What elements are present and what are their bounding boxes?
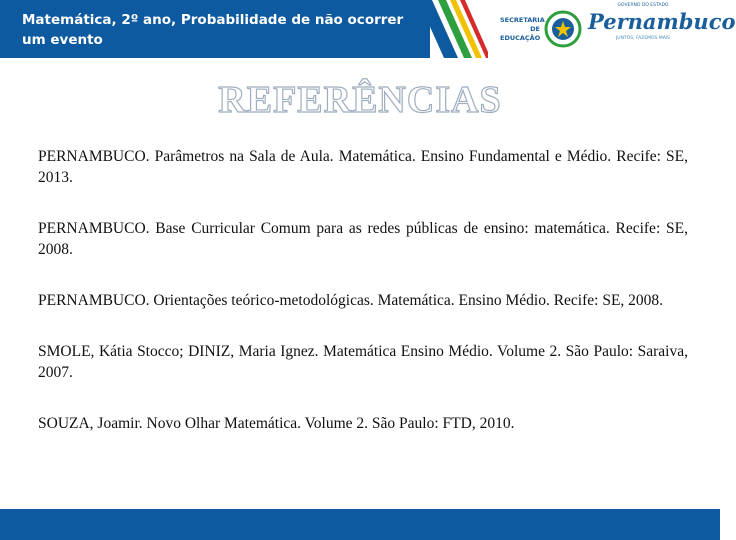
pernambuco-logo xyxy=(588,2,736,42)
header-bar xyxy=(0,0,430,58)
slide-header xyxy=(0,0,736,58)
reference-item: SOUZA, Joamir. Novo Olhar Matemática. Volume 2. São Paulo: FTD, 2010. xyxy=(38,415,515,432)
page-title: REFERÊNCIAS xyxy=(218,79,502,121)
header-stripes-decoration xyxy=(418,0,488,58)
secretaria-logo xyxy=(500,16,545,43)
footer-bar xyxy=(0,509,720,540)
header-title: Matemática, 2º ano, Probabilidade de não ocorrer um evento xyxy=(22,12,404,48)
reference-item: PERNAMBUCO. Orientações teórico-metodológicas. Matemática. Ensino Médio. Recife: SE, 2008. xyxy=(38,292,664,309)
secretaria-line1: SECRETARIA xyxy=(500,16,545,24)
pernambuco-wordmark: Pernambuco xyxy=(588,9,736,34)
governo-label: GOVERNO DO ESTADO xyxy=(617,3,669,8)
reference-item: PERNAMBUCO. Base Curricular Comum para as redes públicas de ensino: matemática. Recife: SE, 2008. xyxy=(38,220,688,258)
references-list xyxy=(38,146,688,464)
tagline: JUNTOS, FAZEMOS MAIS xyxy=(615,36,671,41)
secretaria-line2: DE EDUCAÇÃO xyxy=(500,25,541,42)
reference-item: PERNAMBUCO. Parâmetros na Sala de Aula. Matemática. Ensino Fundamental e Médio. Recife: SE, 2013. xyxy=(38,148,688,186)
reference-item: SMOLE, Kátia Stocco; DINIZ, Maria Ignez. Matemática Ensino Médio. Volume 2. São Paulo: Saraiva, 2007. xyxy=(38,343,688,381)
state-seal-icon xyxy=(543,8,583,50)
